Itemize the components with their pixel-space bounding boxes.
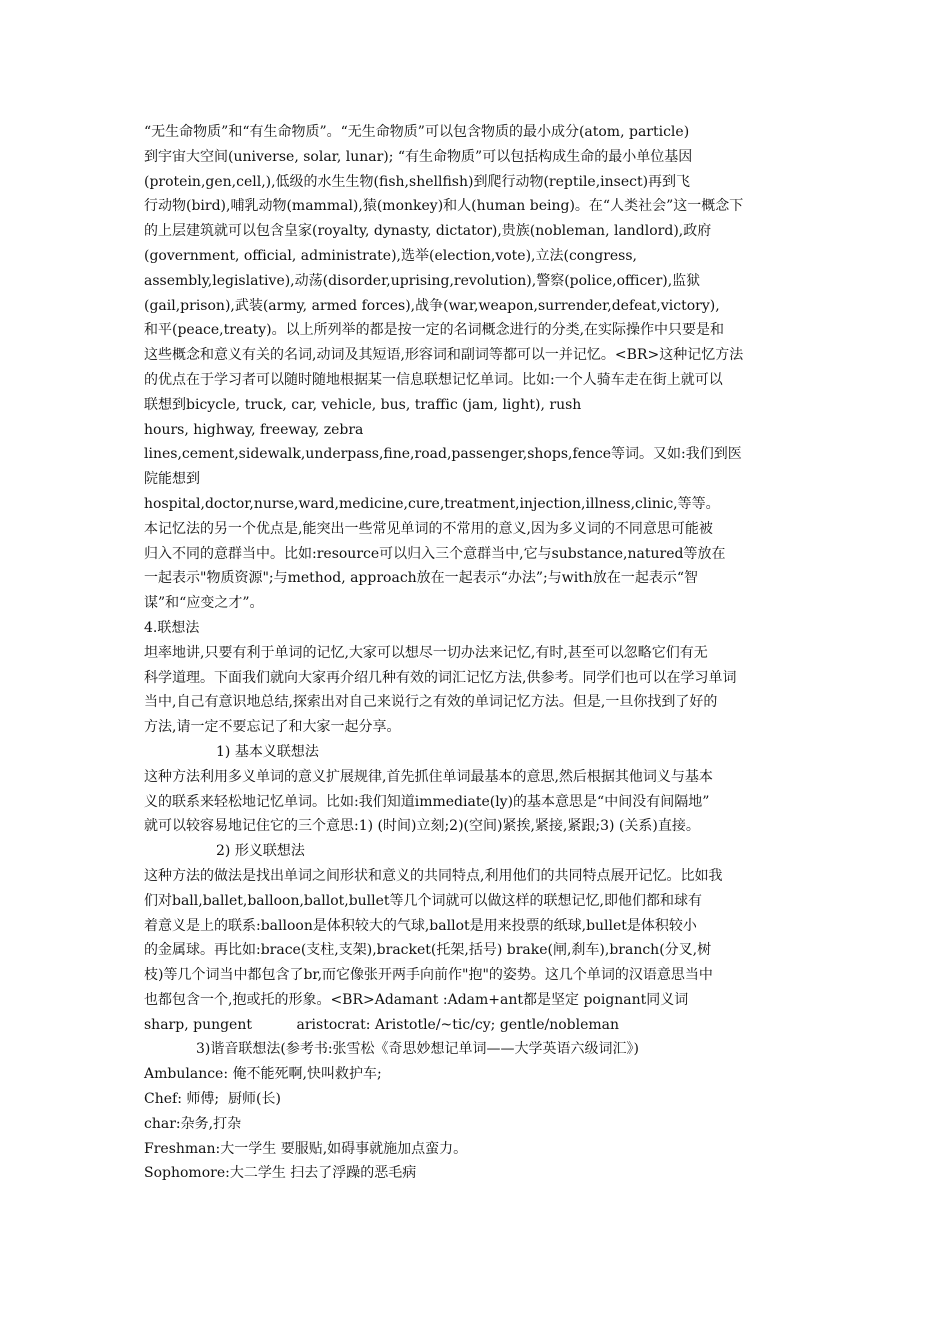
text-line: 院能想到 <box>144 471 200 488</box>
text-line: 的金属球。再比如:brace(支柱,支架),bracket(托架,括号) brake(闸,刹车),branch(分叉,树 <box>144 942 712 959</box>
paragraph-homophone-examples <box>144 1062 814 1186</box>
text-line: (protein,gen,cell,),低级的水生生物(fish,shellfish)到爬行动物(reptile,insect)再到飞 <box>144 173 691 190</box>
text-line: (gail,prison),武装(army, armed forces),战争(war,weapon,surrender,defeat,victory), <box>144 297 720 314</box>
paragraph-categories <box>144 120 814 616</box>
text-line: assembly,legislative),动荡(disorder,uprising,revolution),警察(police,officer),监狱 <box>144 272 701 289</box>
text-line: 方法,请一定不要忘记了和大家一起分享。 <box>144 719 401 736</box>
subsection-heading: 2) 形义联想法 <box>216 843 305 860</box>
text-line: sharp, pungent aristocrat: Aristotle/~tic/cy; gentle/nobleman <box>144 1016 620 1033</box>
text-line: 这种方法的做法是找出单词之间形状和意义的共同特点,利用他们的共同特点展开记忆。比如我 <box>144 867 723 884</box>
text-line: hours, highway, freeway, zebra <box>144 421 364 438</box>
text-line: 谋”和“应变之才”。 <box>144 595 264 612</box>
text-line: Ambulance: 俺不能死啊,快叫救护车; <box>144 1066 382 1083</box>
text-line: 到宇宙大空间(universe, solar, lunar); “有生命物质”可以包括构成生命的最小单位基因 <box>144 148 693 165</box>
subsection-heading: 1) 基本义联想法 <box>216 743 319 760</box>
text-line: lines,cement,sidewalk,underpass,fine,road,passenger,shops,fence等词。又如:我们到医 <box>144 446 742 463</box>
section-heading: 4.联想法 <box>144 619 200 636</box>
text-line: 们对ball,ballet,balloon,ballot,bullet等几个词就可以做这样的联想记忆,即他们都和球有 <box>144 892 702 909</box>
text-line: (government, official, administrate),选举(election,vote),立法(congress, <box>144 247 638 264</box>
paragraph-association-intro <box>144 641 814 740</box>
text-line: 也都包含一个,抱或托的形象。<BR>Adamant :Adam+ant都是坚定 poignant同义词 <box>144 991 689 1008</box>
text-line: 行动物(bird),哺乳动物(mammal),猿(monkey)和人(human being)。在“人类社会”这一概念下 <box>144 198 744 215</box>
text-line: hospital,doctor,nurse,ward,medicine,cure,treatment,injection,illness,clinic,等等。 <box>144 495 720 512</box>
text-line: 本记忆法的另一个优点是,能突出一些常见单词的不常用的意义,因为多义词的不同意思可能被 <box>144 520 713 537</box>
text-line: 这些概念和意义有关的名词,动词及其短语,形容词和副词等都可以一并记忆。<BR>这种记忆方法 <box>144 347 744 364</box>
text-line: 的优点在于学习者可以随时随地根据某一信息联想记忆单词。比如:一个人骑车走在街上就可以 <box>144 371 723 388</box>
paragraph-basic-meaning <box>144 765 814 839</box>
text-line: 科学道理。下面我们就向大家再介绍几种有效的词汇记忆方法,供参考。同学们也可以在学习单词 <box>144 669 737 686</box>
subsection-heading: 3)谐音联想法(参考书:张雪松《奇思妙想记单词——大学英语六级词汇》) <box>196 1041 640 1058</box>
text-line: 联想到bicycle, truck, car, vehicle, bus, traffic (jam, light), rush <box>144 396 582 413</box>
text-line: 着意义是上的联系:balloon是体积较大的气球,ballot是用来投票的纸球,bullet是体积较小 <box>144 917 697 934</box>
text-line: 一起表示"物质资源";与method, approach放在一起表示“办法”;与with放在一起表示“智 <box>144 570 698 587</box>
text-line: 就可以较容易地记住它的三个意思:1) (时间)立刻;2)(空间)紧挨,紧接,紧跟;3) (关系)直接。 <box>144 818 700 835</box>
text-line: 坦率地讲,只要有利于单词的记忆,大家可以想尽一切办法来记忆,有时,甚至可以忽略它们有无 <box>144 644 708 661</box>
text-line: Freshman:大一学生 要服贴,如碍事就施加点蛮力。 <box>144 1140 468 1157</box>
text-line: char:杂务,打杂 <box>144 1115 242 1132</box>
text-line: Sophomore:大二学生 扫去了浮躁的恶毛病 <box>144 1165 417 1182</box>
document-page <box>144 120 814 1186</box>
text-line: “无生命物质”和“有生命物质”。“无生命物质”可以包含物质的最小成分(atom, particle) <box>144 124 690 140</box>
text-line: 当中,自己有意识地总结,探索出对自己来说行之有效的单词记忆方法。但是,一旦你找到了好的 <box>144 694 718 711</box>
text-line: 这种方法利用多义单词的意义扩展规律,首先抓住单词最基本的意思,然后根据其他词义与基本 <box>144 768 713 785</box>
text-line: Chef: 师傅; 厨师(长) <box>144 1091 281 1108</box>
text-line: 归入不同的意群当中。比如:resource可以归入三个意群当中,它与substance,natured等放在 <box>144 545 726 562</box>
paragraph-form-meaning <box>144 864 814 1038</box>
text-line: 枝)等几个词当中都包含了br,而它像张开两手向前作"抱"的姿势。这几个单词的汉语意思当中 <box>144 967 713 984</box>
text-line: 和平(peace,treaty)。以上所列举的都是按一定的名词概念进行的分类,在实际操作中只要是和 <box>144 322 725 339</box>
text-line: 义的联系来轻松地记忆单词。比如:我们知道immediate(ly)的基本意思是“中间没有间隔地” <box>144 793 710 810</box>
text-line: 的上层建筑就可以包含皇家(royalty, dynasty, dictator),贵族(nobleman, landlord),政府 <box>144 223 712 240</box>
